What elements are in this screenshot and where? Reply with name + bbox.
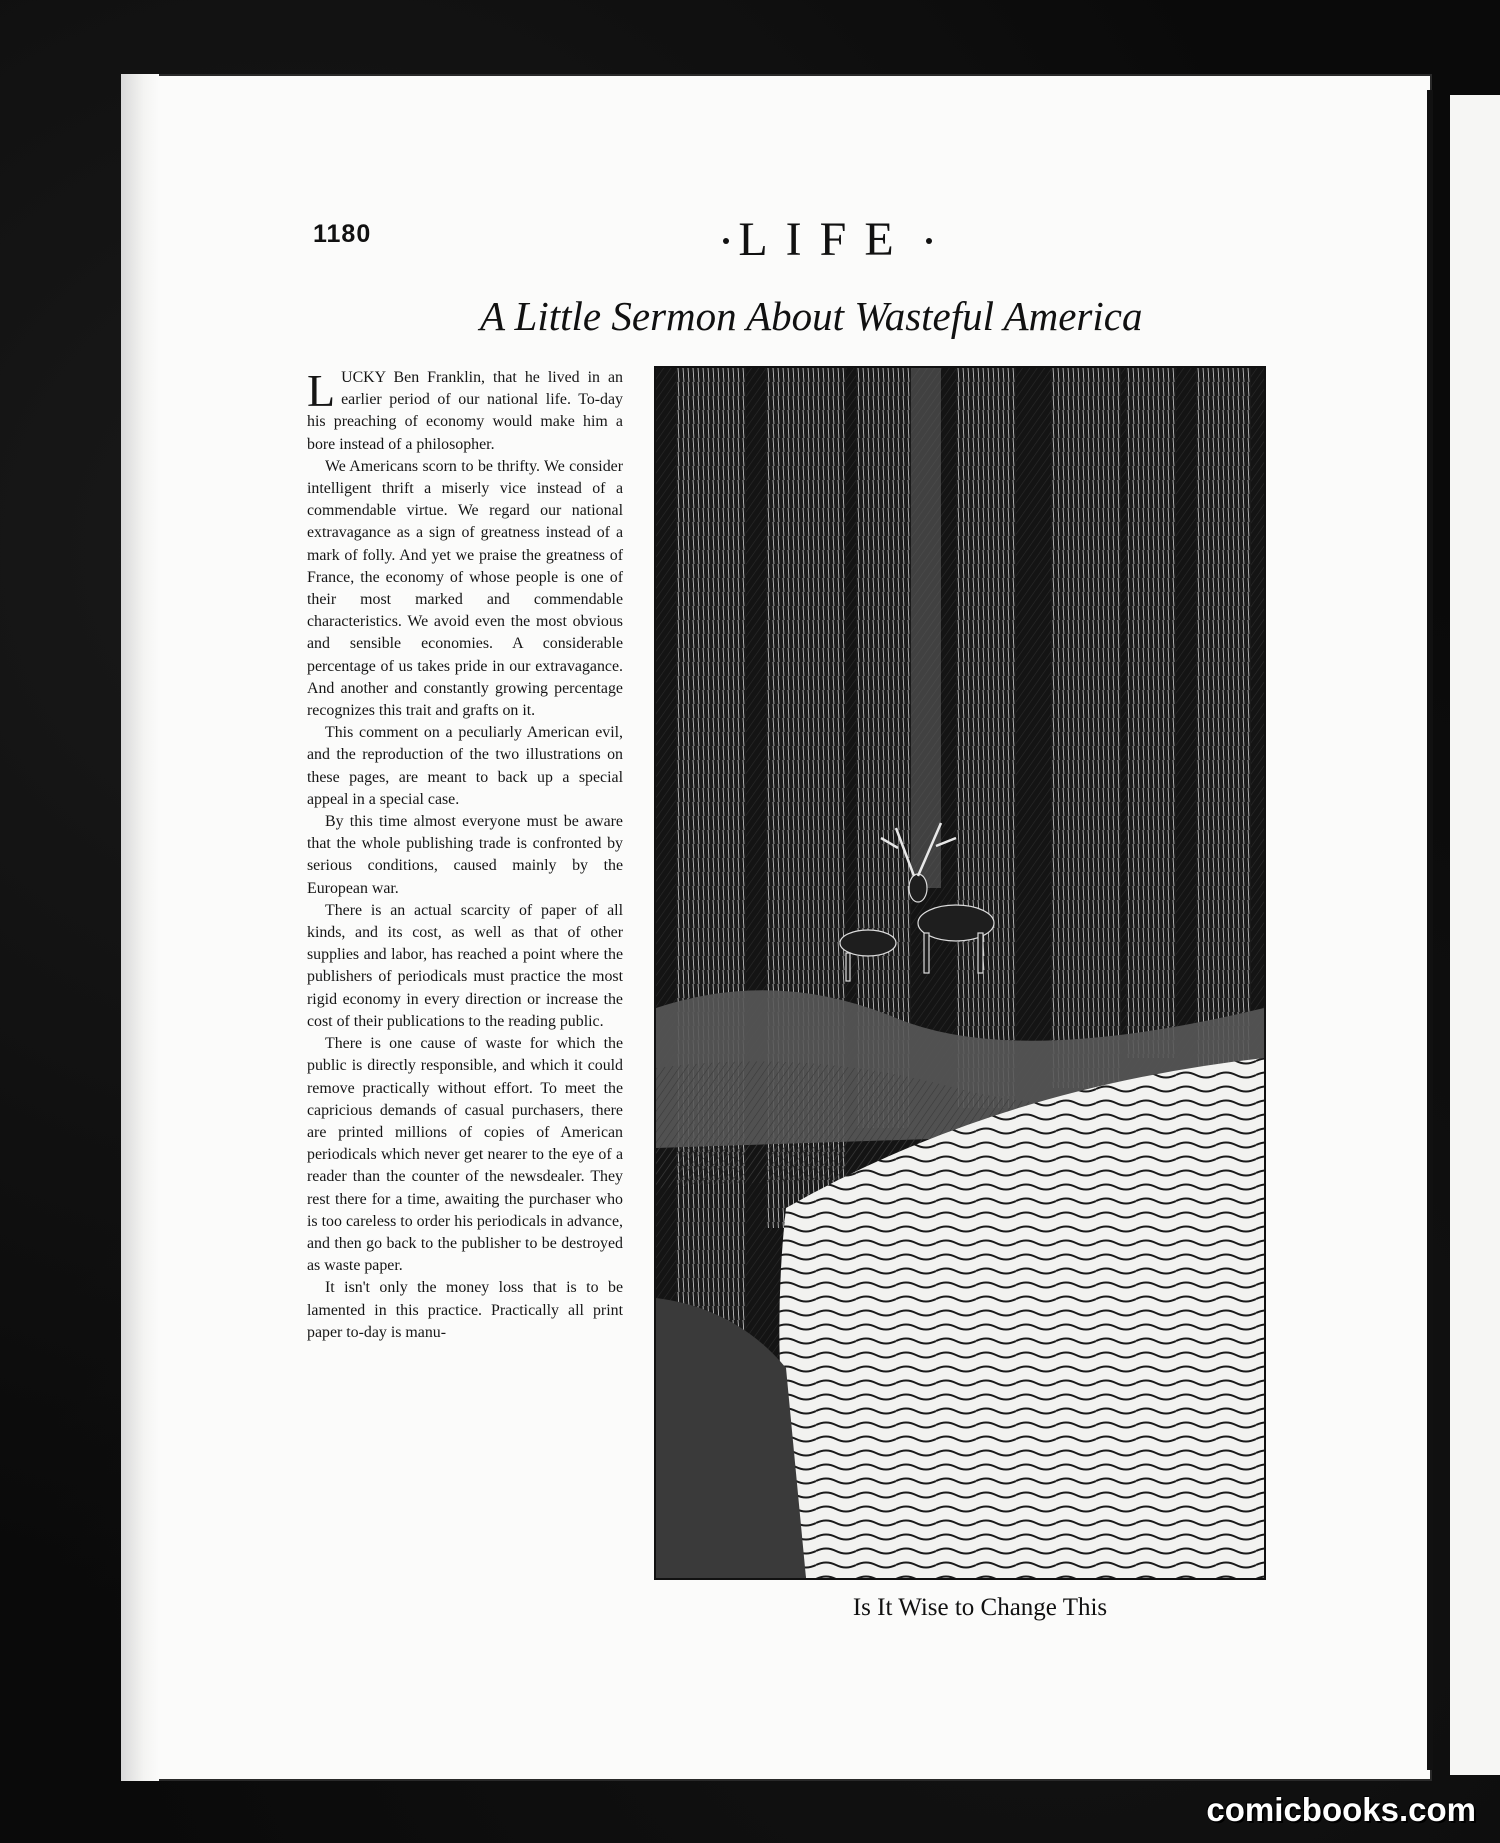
article-paragraph: This comment on a peculiarly American evil, and the reproduction of the two illustrations on these pages, are meant to back up a special appeal in a special case. (307, 724, 623, 808)
article-paragraph: There is one cause of waste for which the public is directly responsible, and which it could remove practically without effort. To meet the capricious demands of casual purchasers, there are printed millions of copies of American periodicals which never get nearer to the eye of a reader than the counter of the newsdealer. They rest there for a time, awaiting the purchaser who is too careless to order his periodicals in advance, and then go back to the publisher to be destroyed as waste paper. (307, 1035, 623, 1275)
article-paragraph: We Americans scorn to be thrifty. We consider intelligent thrift a miserly vice instead of a commendable virtue. We regard our national extravagance as a sign of greatness instead of a mark of folly. And yet we praise the greatness of France, the economy of whose people is one of their most marked and commendable characteristics. We avoid even the most obvious and sensible economies. A considerable percentage of us takes pride in our extravagance. And another and constantly growing percentage recognizes this trait and grafts on it. (307, 457, 623, 720)
article-body (307, 367, 623, 1344)
article-paragraph (307, 367, 623, 456)
article-headline: A Little Sermon About Wasteful America (480, 293, 1143, 339)
paragraph-text: UCKY Ben Franklin, that he lived in an earlier period of our national life. To-day his preaching of economy would make him a bore instead of a philosopher. (307, 369, 623, 453)
binding-gutter (1427, 90, 1433, 1770)
forest-illustration (654, 366, 1266, 1580)
illustration-caption: Is It Wise to Change This (852, 1594, 1108, 1621)
article-paragraph: It isn't only the money loss that is to be lamented in this practice. Practically all print paper to-day is manu- (307, 1279, 623, 1341)
article-paragraph: There is an actual scarcity of paper of all kinds, and its cost, as well as that of other supplies and labor, has reached a point where the publishers of periodicals must practice the most rigid economy in every direction or increase the cost of their publications to the reading public. (307, 901, 623, 1030)
watermark-text: comicbooks.com (1206, 1791, 1476, 1828)
forest-elk-stream-engraving-icon (656, 368, 1264, 1578)
page-number: 1180 (313, 220, 372, 248)
facing-page-edge (1450, 95, 1500, 1775)
masthead-title: LIFE (738, 213, 912, 266)
page-edge-shadow (121, 74, 159, 1781)
masthead-dot-right (926, 238, 932, 244)
drop-cap: L (307, 365, 336, 416)
article-paragraph: By this time almost everyone must be aware that the whole publishing trade is confronted by serious conditions, caused mainly by the European war. (307, 813, 623, 897)
